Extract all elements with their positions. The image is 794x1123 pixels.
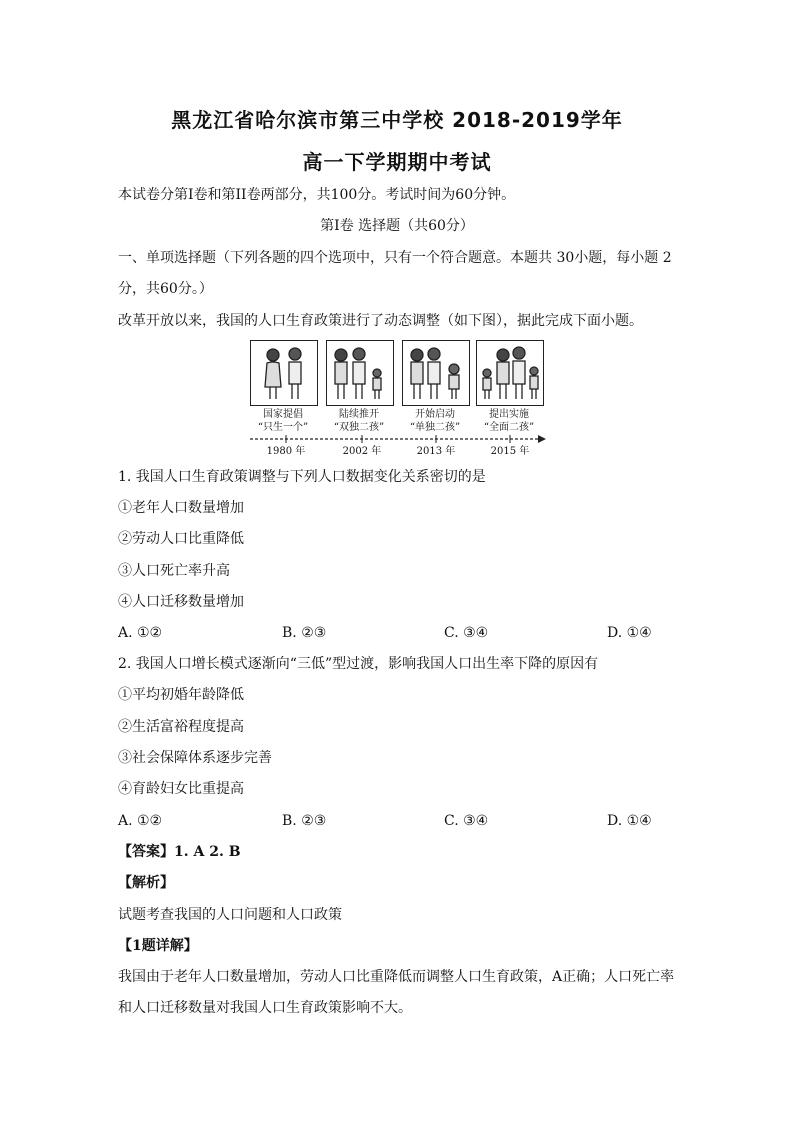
q2-option-b: B. ②③ — [282, 813, 327, 829]
policy-timeline-figure — [246, 340, 546, 462]
year-2015: 2015 年 — [490, 446, 530, 457]
detail-line2: 和人口迁移数量对我国人口生育政策影响不大。 — [118, 1000, 412, 1016]
q1-stem: 1. 我国人口生育政策调整与下列人口数据变化关系密切的是 — [118, 469, 486, 485]
q2-option-a: A. ①② — [118, 813, 163, 829]
q2-option-c: C. ③④ — [444, 813, 489, 829]
q1-option-a: A. ①② — [118, 625, 163, 641]
exam-title-line1: 黑龙江省哈尔滨市第三中学校 2018-2019学年 — [171, 108, 623, 132]
stage2-caption-line2: “双独二孩” — [333, 422, 385, 433]
exam-intro: 本试卷分第I卷和第II卷两部分，共100分。考试时间为60分钟。 — [118, 187, 516, 203]
stage3-caption-line1: 开始启动 — [415, 409, 455, 420]
year-2013: 2013 年 — [416, 446, 456, 457]
instruction-line2: 分，共60分。） — [118, 281, 213, 297]
family-universal-two-child-illustration — [477, 341, 543, 405]
question-stem: 改革开放以来，我国的人口生育政策进行了动态调整（如下图），据此完成下面小题。 — [118, 313, 643, 329]
instruction-line1: 一、单项选择题（下列各题的四个选项中，只有一个符合题意。本题共 30小题，每小题 2 — [118, 250, 672, 266]
analysis-label: 【解析】 — [118, 875, 174, 891]
q1-item-2: ②劳动人口比重降低 — [118, 531, 244, 547]
q1-item-4: ④人口迁移数量增加 — [118, 594, 244, 610]
panel-one-child — [250, 340, 318, 406]
detail-label: 【1题详解】 — [118, 938, 198, 954]
q2-item-4: ④育龄妇女比重提高 — [118, 781, 244, 797]
stage2-caption-line1: 陆续推开 — [339, 409, 379, 420]
year-2002: 2002 年 — [342, 446, 382, 457]
stage4-caption-line2: “全面二孩” — [483, 422, 535, 433]
q2-option-d: D. ①④ — [607, 813, 652, 829]
panel-universal-two-child — [476, 340, 544, 406]
answer-line: 【答案】1. A 2. B — [118, 844, 241, 860]
q2-item-2: ②生活富裕程度提高 — [118, 719, 244, 735]
q1-item-1: ①老年人口数量增加 — [118, 500, 244, 516]
stage4-caption-line1: 提出实施 — [489, 409, 529, 420]
family-single-only-illustration — [403, 341, 469, 405]
family-one-child-illustration — [251, 341, 317, 405]
q2-item-1: ①平均初婚年龄降低 — [118, 687, 244, 703]
analysis-text: 试题考查我国的人口问题和人口政策 — [118, 907, 342, 923]
q2-item-3: ③社会保障体系逐步完善 — [118, 750, 272, 766]
stage1-caption-line1: 国家提倡 — [263, 409, 303, 420]
family-double-only-illustration — [327, 341, 393, 405]
q2-stem: 2. 我国人口增长模式逐渐向“三低”型过渡，影响我国人口出生率下降的原因有 — [118, 656, 599, 672]
q1-option-d: D. ①④ — [607, 625, 652, 641]
stage3-caption-line2: “单独二孩” — [409, 422, 461, 433]
q1-item-3: ③人口死亡率升高 — [118, 563, 230, 579]
stage1-caption-line2: “只生一个” — [257, 422, 309, 433]
panel-double-only-two-child — [326, 340, 394, 406]
year-1980: 1980 年 — [266, 446, 306, 457]
q1-option-c: C. ③④ — [444, 625, 489, 641]
q1-option-b: B. ②③ — [282, 625, 327, 641]
detail-line1: 我国由于老年人口数量增加，劳动人口比重降低而调整人口生育政策，A正确；人口死亡率 — [118, 969, 675, 985]
section-title: 第I卷 选择题（共60分） — [320, 218, 474, 234]
exam-title-line2: 高一下学期期中考试 — [302, 150, 492, 174]
panel-single-only-two-child — [402, 340, 470, 406]
